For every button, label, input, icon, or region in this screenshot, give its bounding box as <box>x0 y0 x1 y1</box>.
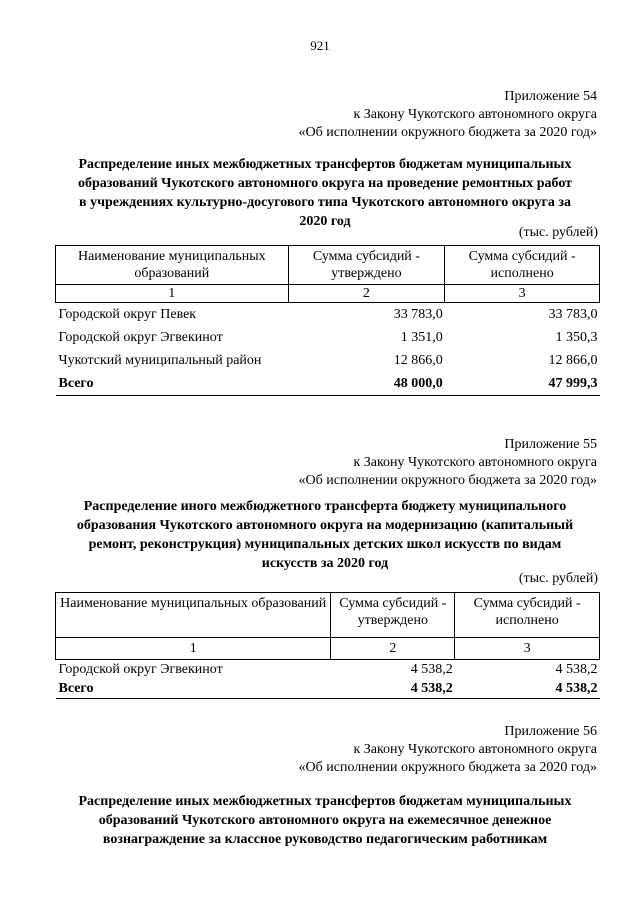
annex-55-law: к Закону Чукотского автономного округа <box>353 455 597 470</box>
table-row <box>56 326 600 349</box>
annex-55-law-title: «Об исполнении окружного бюджета за 2020 год» <box>298 473 597 488</box>
total-approved: 4 538,2 <box>331 679 455 699</box>
annex-55-title-line: образования Чукотского автономного округа на модернизацию (капитальный <box>76 518 574 533</box>
annex-54-header <box>200 88 597 142</box>
row-executed: 12 866,0 <box>548 353 598 368</box>
column-number: 3 <box>455 638 600 660</box>
annex-55-title-line: Распределение иного межбюджетного трансферта бюджету муниципального <box>83 499 567 514</box>
page-number: 921 <box>310 38 330 53</box>
annex-54-number: Приложение 54 <box>504 89 597 104</box>
annex-54-title-line: 2020 год <box>299 214 351 229</box>
annex-55-unit: (тыс. рублей) <box>518 571 598 586</box>
column-number: 2 <box>288 285 445 303</box>
total-name: Всего <box>56 679 331 699</box>
annex-54-law-title: «Об исполнении окружного бюджета за 2020 год» <box>298 125 597 140</box>
total-row <box>56 679 600 699</box>
total-name: Всего <box>56 372 289 396</box>
table-row <box>56 303 600 327</box>
total-executed: 47 999,3 <box>445 372 600 396</box>
annex-56-header <box>200 723 597 777</box>
annex-55-number: Приложение 55 <box>504 437 597 452</box>
table-header-row <box>56 246 600 285</box>
table-header-row <box>56 593 600 638</box>
annex-54-unit: (тыс. рублей) <box>518 225 598 240</box>
column-number: 3 <box>445 285 600 303</box>
annex-56-law: к Закону Чукотского автономного округа <box>353 742 597 757</box>
annex-55-title <box>52 497 598 573</box>
annex-54-title-line: Распределение иных межбюджетных трансфертов бюджетам муниципальных <box>78 157 572 172</box>
annex-54-table <box>55 245 600 396</box>
header-approved: Сумма субсидий - утверждено <box>331 593 455 638</box>
row-executed: 1 350,3 <box>555 330 598 345</box>
annex-54-title-line: образований Чукотского автономного округа на проведение ремонтных работ <box>77 176 573 191</box>
header-name: Наименование муниципальных образований <box>56 593 331 638</box>
table-row <box>56 660 600 680</box>
annex-55-title-line: искусств за 2020 год <box>261 556 389 571</box>
annex-56-title <box>52 792 598 849</box>
row-approved: 4 538,2 <box>410 662 453 677</box>
annex-56-number: Приложение 56 <box>504 724 597 739</box>
annex-54-title-line: в учреждениях культурно-досугового типа Чукотского автономного округа за <box>79 195 571 210</box>
column-number: 1 <box>56 638 331 660</box>
header-executed: Сумма субсидий - исполнено <box>455 593 600 638</box>
column-number-row <box>56 285 600 303</box>
column-number: 1 <box>56 285 289 303</box>
annex-55-table <box>55 592 600 699</box>
header-executed: Сумма субсидий - исполнено <box>445 246 600 285</box>
total-row <box>56 372 600 396</box>
total-executed: 4 538,2 <box>455 679 600 699</box>
header-name: Наименование муниципальных образований <box>56 246 289 285</box>
table-row <box>56 349 600 372</box>
annex-56-title-line: образований Чукотского автономного округа на ежемесячное денежное <box>98 813 552 828</box>
row-executed: 33 783,0 <box>548 307 598 322</box>
row-approved: 1 351,0 <box>400 330 443 345</box>
row-name: Городской округ Эгвекинот <box>58 330 223 345</box>
column-number-row <box>56 638 600 660</box>
row-approved: 33 783,0 <box>393 307 443 322</box>
annex-55-title-line: ремонт, реконструкция) муниципальных детских школ искусств по видам <box>88 537 562 552</box>
row-name: Городской округ Певек <box>58 307 197 322</box>
row-approved: 12 866,0 <box>393 353 443 368</box>
row-executed: 4 538,2 <box>555 662 598 677</box>
total-approved: 48 000,0 <box>288 372 445 396</box>
row-name: Городской округ Эгвекинот <box>58 662 223 677</box>
annex-54-law: к Закону Чукотского автономного округа <box>353 107 597 122</box>
annex-56-law-title: «Об исполнении окружного бюджета за 2020 год» <box>298 760 597 775</box>
column-number: 2 <box>331 638 455 660</box>
header-approved: Сумма субсидий - утверждено <box>288 246 445 285</box>
row-name: Чукотский муниципальный район <box>58 353 262 368</box>
annex-55-header <box>200 436 597 490</box>
annex-56-title-line: вознаграждение за классное руководство педагогическим работникам <box>102 832 548 847</box>
annex-56-title-line: Распределение иных межбюджетных трансфертов бюджетам муниципальных <box>78 794 572 809</box>
annex-54-title <box>52 155 598 231</box>
